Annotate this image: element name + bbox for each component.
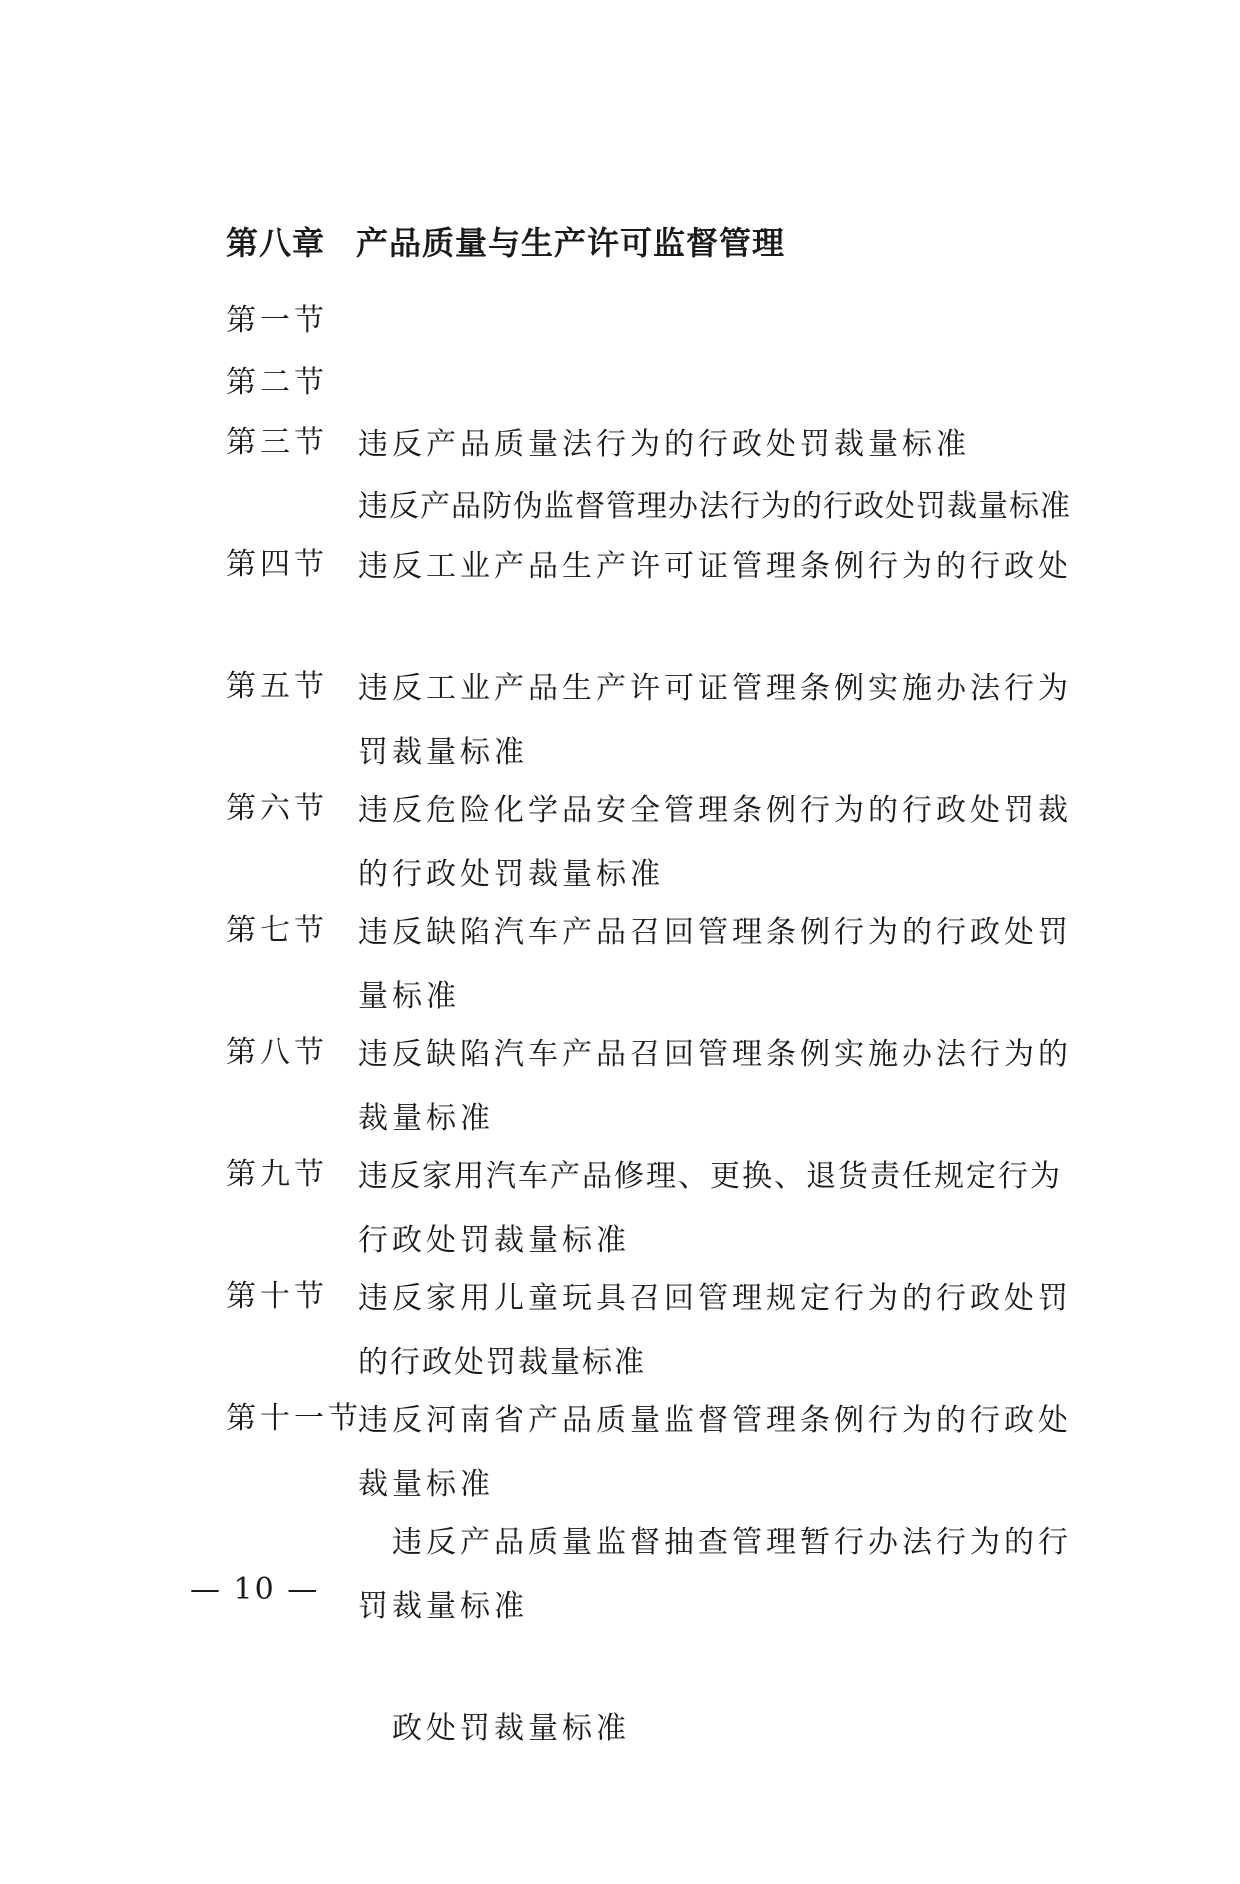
chapter-title: 产品质量与生产许可监督管理: [356, 224, 786, 262]
section-title-line: 违反危险化学品安全管理条例行为的行政处罚裁: [358, 793, 1072, 828]
section-label: 第四节: [226, 547, 328, 582]
section-label: 第五节: [226, 669, 328, 704]
page-number: — 10 —: [190, 1572, 320, 1607]
section-title-line: 违反河南省产品质量监督管理条例行为的行政处: [358, 1403, 1072, 1438]
section-label: 第十节: [226, 1279, 328, 1314]
section-label: 第三节: [226, 425, 328, 460]
section-title-line: 违反缺陷汽车产品召回管理条例行为的行政处罚: [358, 915, 1072, 950]
section-title-line: 违反产品质量监督抽查管理暂行办法行为的行: [392, 1525, 1072, 1560]
section-title-line: 行政处罚裁量标准: [358, 1223, 630, 1258]
section-title-line: 违反家用汽车产品修理、更换、退货责任规定行为: [358, 1159, 1062, 1194]
section-label: 第九节: [226, 1157, 328, 1192]
section-title-line: 的行政处罚裁量标准: [358, 857, 664, 892]
section-title-line: 罚裁量标准: [358, 735, 528, 770]
section-title-line: 违反产品防伪监督管理办法行为的行政处罚裁量标准: [358, 489, 1071, 524]
section-title-line: 违反工业产品生产许可证管理条例行为的行政处: [358, 549, 1072, 584]
section-label: 第六节: [226, 791, 328, 826]
section-label: 第二节: [226, 365, 328, 400]
section-title-line: 政处罚裁量标准: [392, 1711, 630, 1746]
section-title-line: 裁量标准: [358, 1467, 494, 1502]
section-title-line: 违反缺陷汽车产品召回管理条例实施办法行为的: [358, 1037, 1072, 1072]
section-label: 第一节: [226, 303, 328, 338]
chapter-label: 第八章: [226, 224, 326, 262]
section-title-line: 违反家用儿童玩具召回管理规定行为的行政处罚: [358, 1281, 1072, 1316]
section-title-line: 量标准: [358, 979, 460, 1014]
section-label: 第七节: [226, 913, 328, 948]
section-label: 第八节: [226, 1035, 328, 1070]
chapter-heading: [226, 218, 785, 268]
section-label: 第十一节: [226, 1401, 362, 1436]
section-title-line: 违反工业产品生产许可证管理条例实施办法行为: [358, 671, 1072, 706]
section-title: [392, 1388, 1240, 1884]
section-title-line: 罚裁量标准: [358, 1589, 528, 1624]
section-title-line: 的行政处罚裁量标准: [358, 1345, 646, 1380]
section-title-line: 裁量标准: [358, 1101, 494, 1136]
section-title-line: 违反产品质量法行为的行政处罚裁量标准: [358, 427, 970, 462]
